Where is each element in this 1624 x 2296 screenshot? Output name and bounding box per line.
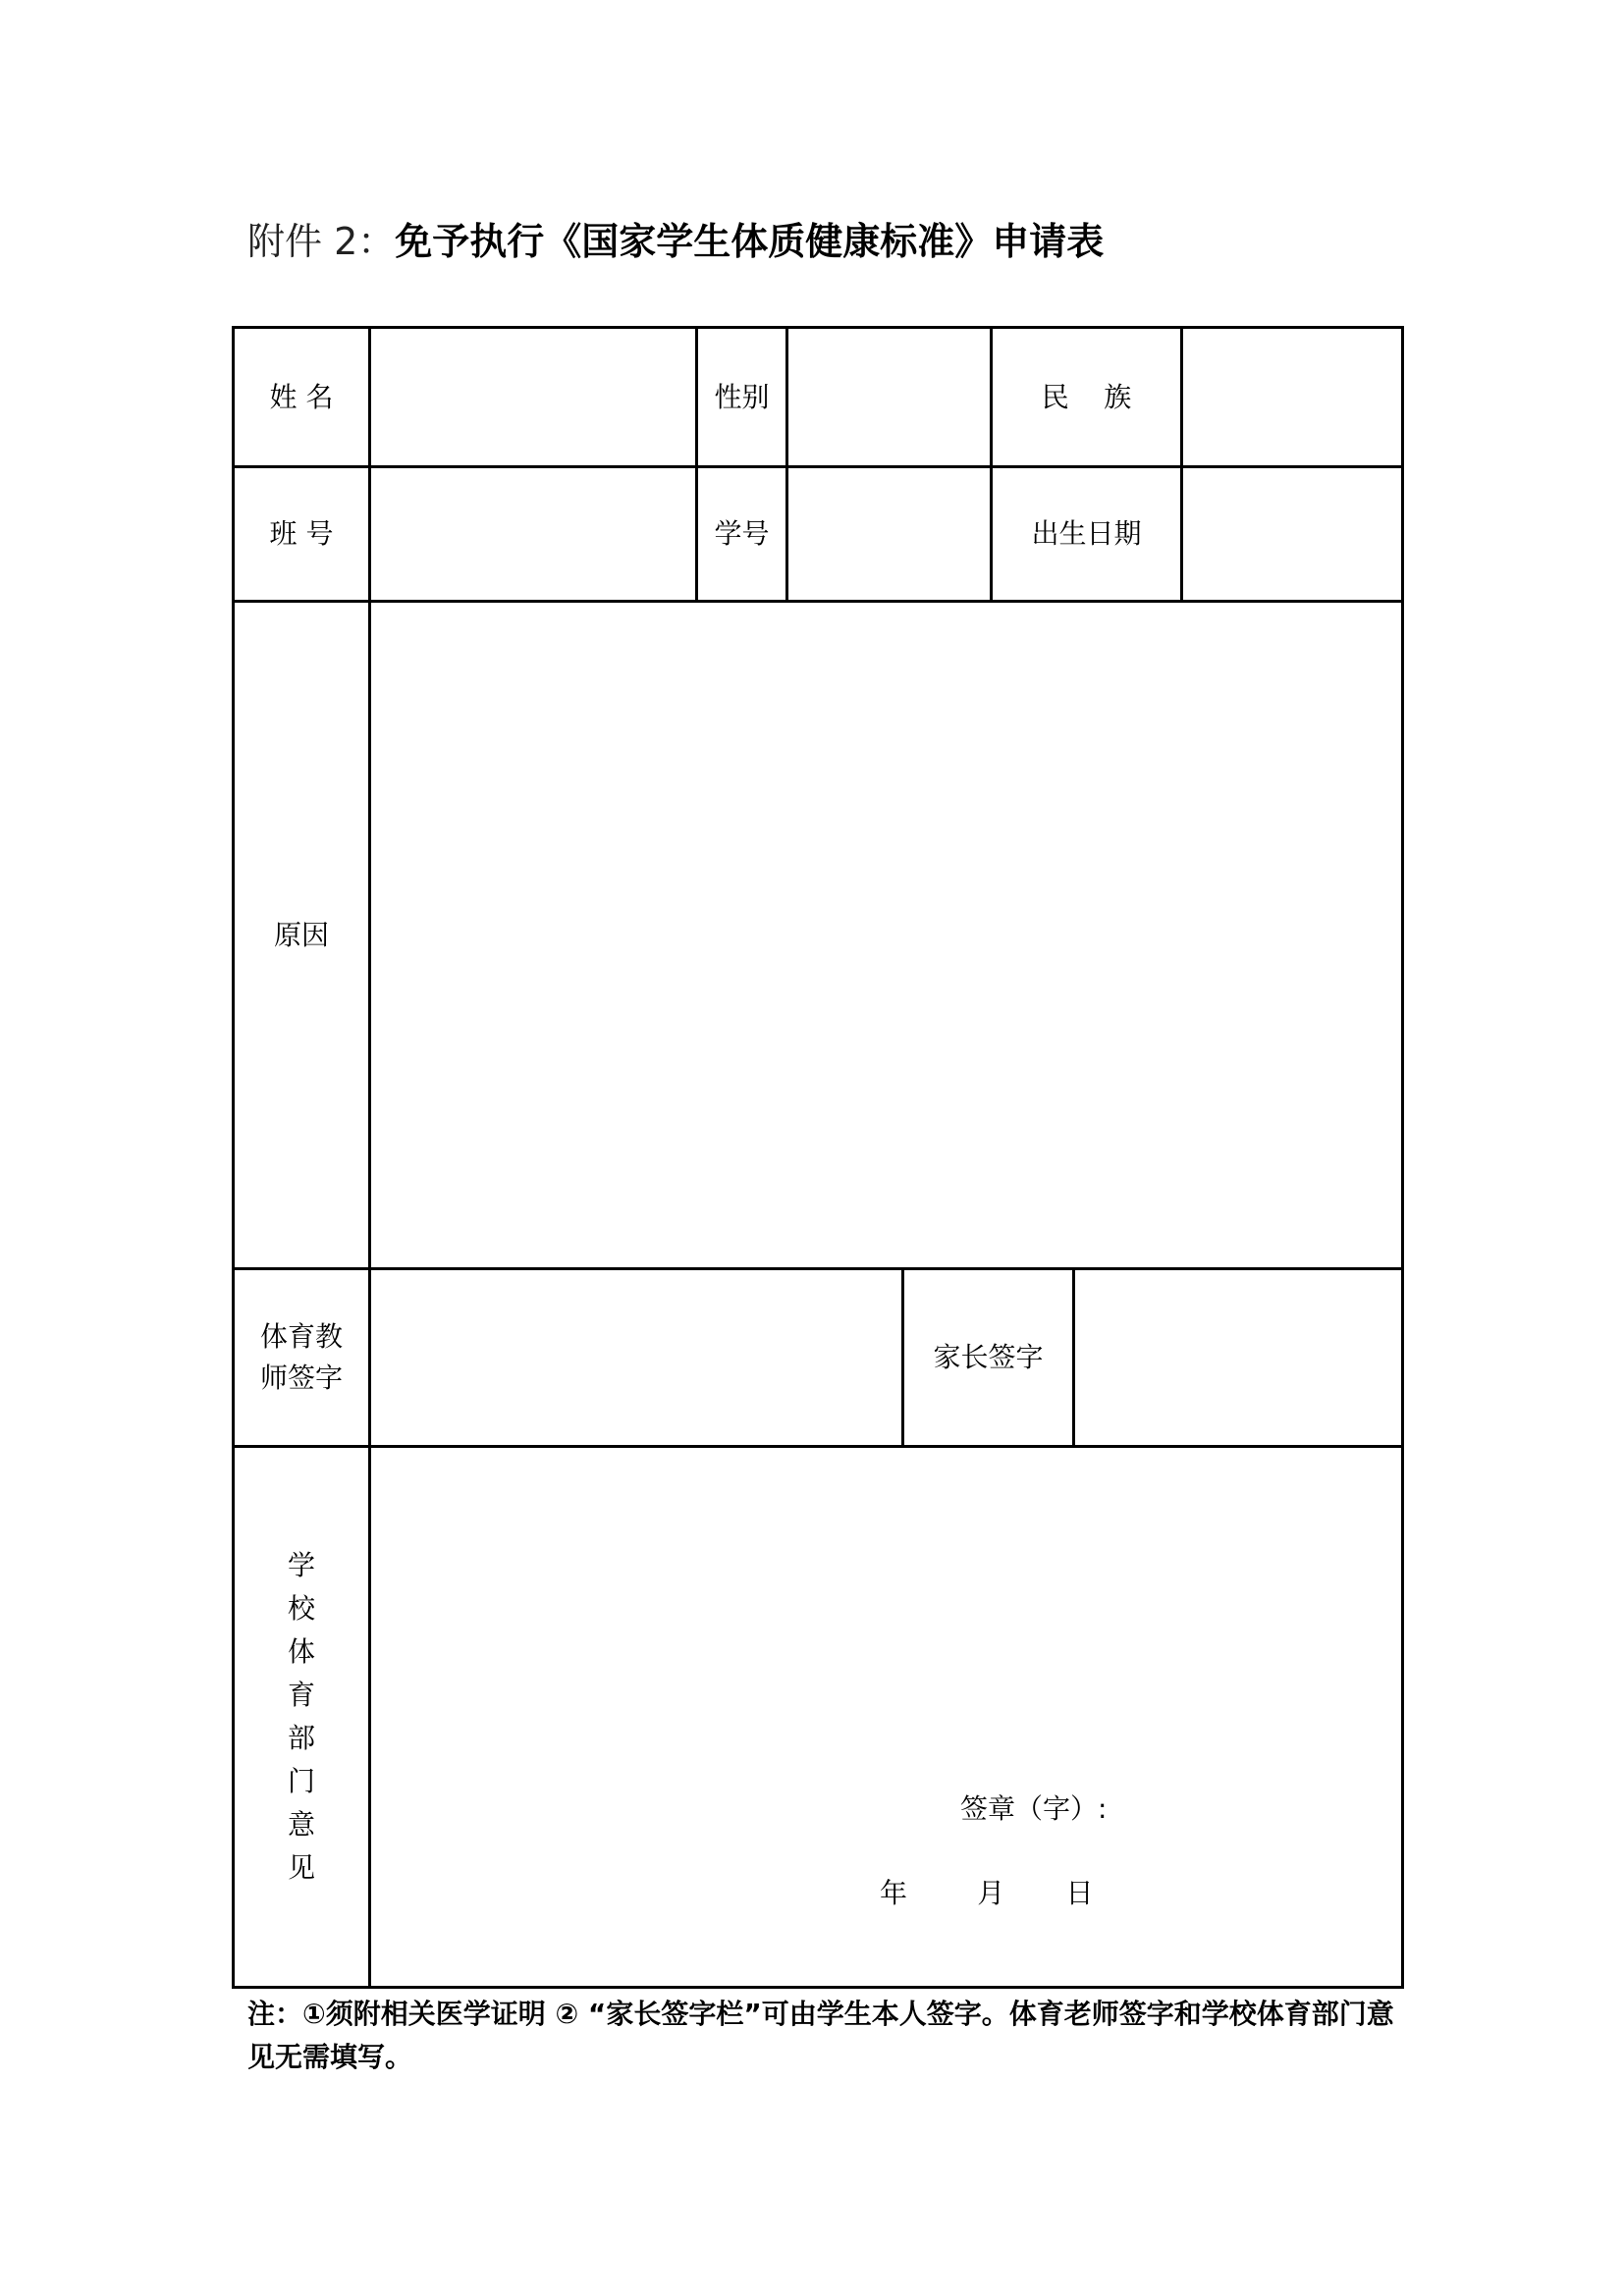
footnote: 注：①须附相关医学证明 ② “家长签字栏”可由学生本人签字。体育老师签字和学校体育部门意见无需填写。	[247, 1998, 1394, 2073]
school-opinion-label-cell	[232, 1445, 371, 1989]
school-opinion-char: 学	[287, 1549, 315, 1581]
ethnicity-label-cell	[990, 326, 1183, 468]
parent-signature-label: 家长签字	[933, 1341, 1044, 1373]
school-opinion-char: 育	[287, 1679, 315, 1711]
name-label-cell	[232, 326, 371, 468]
date-label: 年 月 日	[880, 1877, 1094, 1909]
gender-label-cell	[695, 326, 788, 468]
attachment-prefix: 附件 2：	[247, 220, 396, 263]
name-label: 姓 名	[269, 380, 334, 413]
gender-field[interactable]	[785, 326, 993, 468]
class-field[interactable]	[368, 465, 698, 603]
parent-signature-field[interactable]	[1072, 1267, 1404, 1448]
school-opinion-char: 体	[287, 1635, 315, 1668]
name-field[interactable]	[368, 326, 698, 468]
class-label: 班 号	[269, 517, 334, 550]
school-opinion-char: 部	[287, 1722, 315, 1754]
pe-teacher-signature-field[interactable]	[368, 1267, 904, 1448]
birthdate-label: 出生日期	[1031, 517, 1142, 550]
class-label-cell	[232, 465, 371, 603]
reason-label-cell	[232, 600, 371, 1270]
birthdate-field[interactable]	[1180, 465, 1404, 603]
page-title	[247, 214, 1104, 269]
birthdate-label-cell	[990, 465, 1183, 603]
reason-field[interactable]	[368, 600, 1404, 1270]
school-opinion-char: 门	[287, 1765, 315, 1797]
student-id-label-cell	[695, 465, 788, 603]
student-id-field[interactable]	[785, 465, 993, 603]
ethnicity-label: 民 族	[1041, 380, 1132, 413]
school-opinion-char: 见	[287, 1851, 315, 1884]
gender-label: 性别	[714, 380, 770, 413]
school-opinion-char: 意	[287, 1808, 315, 1841]
form-title: 免予执行《国家学生体质健康标准》申请表	[395, 220, 1105, 263]
student-id-label: 学号	[714, 517, 770, 550]
seal-label: 签章（字）:	[960, 1792, 1108, 1825]
pe-teacher-label: 体育教 师签字	[259, 1320, 343, 1394]
pe-teacher-label-cell	[232, 1267, 371, 1448]
application-form	[232, 326, 1404, 1989]
reason-label: 原因	[273, 918, 329, 951]
parent-label-cell	[901, 1267, 1075, 1448]
ethnicity-field[interactable]	[1180, 326, 1404, 468]
school-opinion-char: 校	[287, 1592, 315, 1625]
